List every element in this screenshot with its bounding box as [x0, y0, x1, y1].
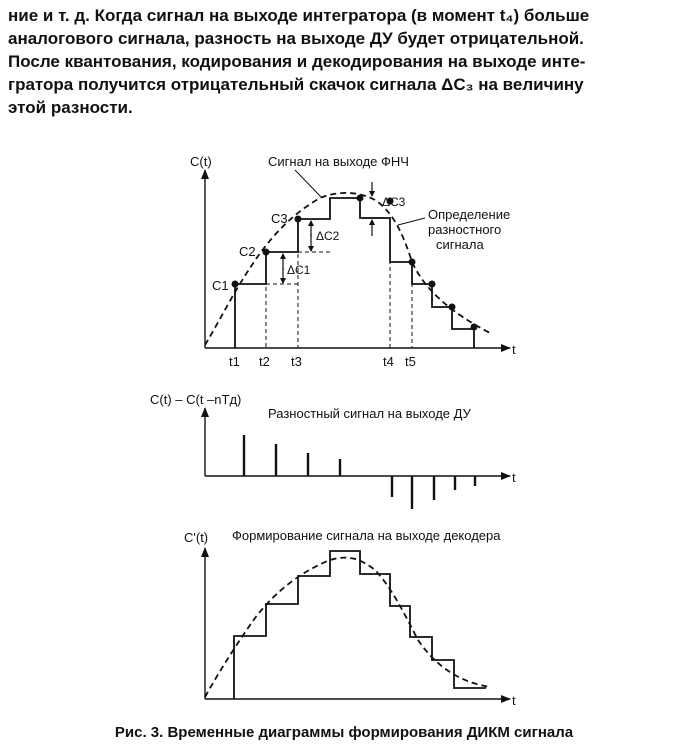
paragraph-line: аналогового сигнала, разность на выходе ДУ будет отрицательной. — [8, 29, 584, 48]
diagram-1 — [190, 154, 516, 369]
lpf-label: Сигнал на выходе ФНЧ — [268, 154, 409, 169]
difference-pulses — [244, 435, 475, 509]
diff-label-2: разностного — [428, 222, 502, 237]
diagram2-title: Разностный сигнал на выходе ДУ — [268, 406, 471, 421]
t2-label: t2 — [259, 354, 270, 369]
x-axis-label: t — [512, 470, 516, 485]
t1-label: t1 — [229, 354, 240, 369]
t5-label: t5 — [405, 354, 416, 369]
diff-label-3: сигнала — [436, 237, 484, 252]
diagram-2 — [150, 392, 516, 509]
paragraph-line: После квантования, кодирования и декодирования на выходе инте- — [8, 52, 586, 71]
t3-label: t3 — [291, 354, 302, 369]
dc1-label: ΔC1 — [287, 263, 311, 277]
figure-caption: Рис. 3. Временные диаграммы формирования ДИКМ сигнала — [114, 724, 574, 741]
diagram3-title: Формирование сигнала на выходе декодера — [232, 528, 501, 543]
y-axis-label: C(t) – C(t –nTд) — [150, 392, 242, 407]
c3-label: C3 — [271, 211, 288, 226]
paragraph-line: гратора получится отрицательный скачок сигнала ΔC₃ на величину — [8, 75, 584, 94]
t4-label: t4 — [383, 354, 394, 369]
decoder-staircase — [234, 551, 486, 699]
diagram-3 — [184, 528, 516, 708]
diff-label-1: Определение — [428, 207, 511, 222]
y-axis-label: C(t) — [190, 154, 212, 169]
paragraph-line: этой разности. — [8, 98, 133, 117]
y-axis-label: C'(t) — [184, 530, 209, 545]
x-axis-label: t — [512, 342, 516, 357]
dc2-label: ΔC2 — [316, 229, 340, 243]
c2-label: C2 — [239, 244, 256, 259]
dc3-label: ΔC3 — [382, 195, 406, 209]
c1-label: C1 — [212, 278, 229, 293]
paragraph-line: ние и т. д. Когда сигнал на выходе интегратора (в момент t₄) больше — [8, 6, 590, 25]
diff-leader — [398, 218, 425, 225]
lpf-leader — [295, 170, 322, 198]
decoder-dashed-curve — [205, 558, 490, 697]
x-axis-label: t — [512, 693, 516, 708]
